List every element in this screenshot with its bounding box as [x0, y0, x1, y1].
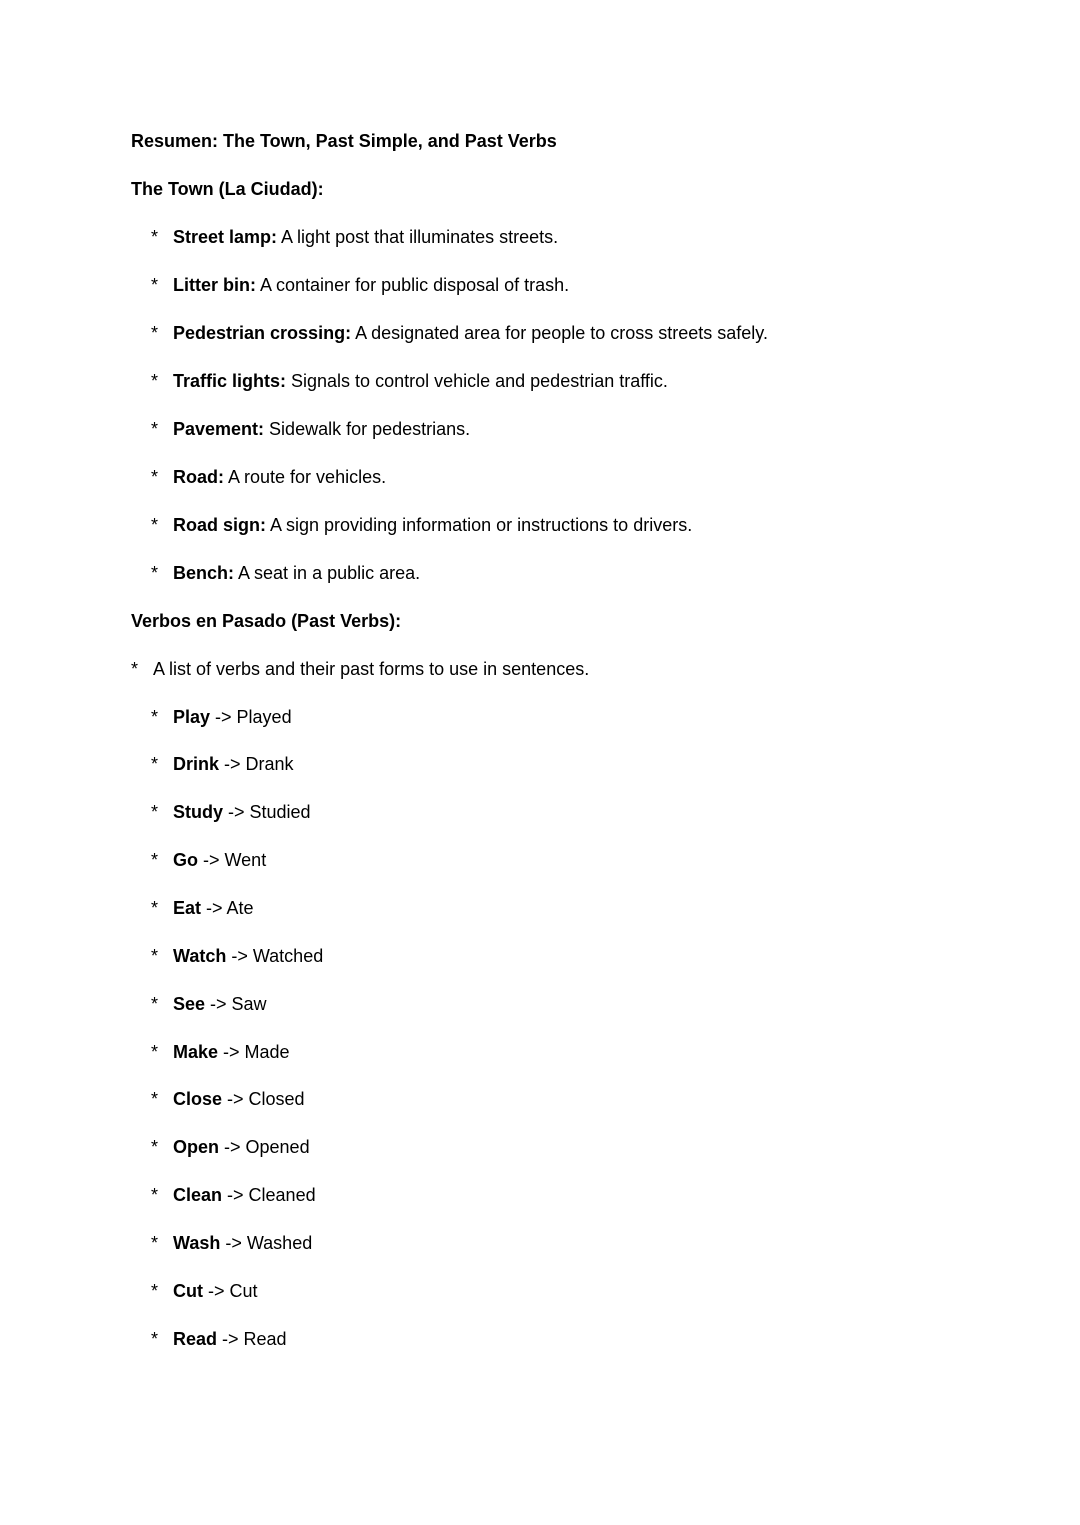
- town-item: [151, 562, 420, 584]
- town-item: [151, 226, 558, 248]
- verb-base: Play: [173, 707, 211, 727]
- town-item-definition: Signals to control vehicle and pedestrian traffic.: [286, 371, 668, 391]
- bullet-marker: *: [151, 754, 159, 774]
- bullet-marker: *: [151, 1233, 159, 1253]
- bullet-marker: *: [151, 994, 159, 1014]
- verb-past: -> Cleaned: [222, 1185, 316, 1205]
- bullet-marker: *: [151, 1042, 159, 1062]
- verb-item: [151, 706, 292, 728]
- town-item: [151, 466, 386, 488]
- bullet-marker: *: [151, 467, 159, 487]
- verb-item: [151, 1280, 258, 1302]
- verbs-intro: [131, 658, 589, 680]
- town-item: [151, 322, 768, 344]
- bullet-marker: *: [151, 1137, 159, 1157]
- bullet-marker: *: [151, 1089, 159, 1109]
- bullet-marker: *: [151, 371, 159, 391]
- town-item-term: Litter bin:: [173, 275, 256, 295]
- town-item: [151, 418, 470, 440]
- verb-item: [151, 801, 311, 823]
- verbs-intro-text: A list of verbs and their past forms to use in sentences.: [153, 659, 590, 679]
- verbs-heading: Verbos en Pasado (Past Verbs):: [131, 611, 402, 631]
- bullet-marker: *: [151, 323, 159, 343]
- verb-item: [151, 1088, 305, 1110]
- verb-past: -> Went: [198, 850, 267, 870]
- town-item-term: Street lamp:: [173, 227, 278, 247]
- verb-item: [151, 897, 254, 919]
- verb-past: -> Read: [217, 1329, 287, 1349]
- bullet-marker: *: [131, 659, 139, 679]
- verb-base: See: [173, 994, 206, 1014]
- town-item: [151, 370, 668, 392]
- town-item-term: Traffic lights:: [173, 371, 287, 391]
- town-item-term: Road:: [173, 467, 224, 487]
- verb-past: -> Washed: [220, 1233, 313, 1253]
- town-item-definition: A route for vehicles.: [224, 467, 387, 487]
- town-heading: The Town (La Ciudad):: [131, 179, 324, 199]
- town-item: [151, 274, 569, 296]
- verb-base: Read: [173, 1329, 218, 1349]
- bullet-marker: *: [151, 1329, 159, 1349]
- document-title: Resumen: The Town, Past Simple, and Past Verbs: [131, 131, 557, 151]
- verb-item: [151, 1184, 316, 1206]
- verb-base: Study: [173, 802, 224, 822]
- bullet-marker: *: [151, 515, 159, 535]
- verb-base: Cut: [173, 1281, 203, 1301]
- verb-item: [151, 1232, 312, 1254]
- verb-item: [151, 1136, 310, 1158]
- bullet-marker: *: [151, 898, 159, 918]
- verb-base: Eat: [173, 898, 202, 918]
- bullet-marker: *: [151, 1185, 159, 1205]
- bullet-marker: *: [151, 227, 159, 247]
- bullet-marker: *: [151, 419, 159, 439]
- verb-past: -> Watched: [226, 946, 324, 966]
- town-item-term: Pedestrian crossing:: [173, 323, 352, 343]
- bullet-marker: *: [151, 802, 159, 822]
- verb-base: Open: [173, 1137, 220, 1157]
- verb-item: [151, 753, 294, 775]
- verb-past: -> Ate: [201, 898, 254, 918]
- bullet-marker: *: [151, 946, 159, 966]
- verb-past: -> Cut: [203, 1281, 258, 1301]
- bullet-marker: *: [151, 707, 159, 727]
- town-item-term: Road sign:: [173, 515, 266, 535]
- town-item-term: Pavement:: [173, 419, 265, 439]
- verb-item: [151, 1328, 287, 1350]
- verb-base: Close: [173, 1089, 223, 1109]
- bullet-marker: *: [151, 850, 159, 870]
- town-item-definition: Sidewalk for pedestrians.: [264, 419, 471, 439]
- verb-past: -> Studied: [223, 802, 311, 822]
- town-item-definition: A light post that illuminates streets.: [277, 227, 559, 247]
- verb-item: [151, 849, 266, 871]
- verb-past: -> Saw: [205, 994, 267, 1014]
- verb-base: Watch: [173, 946, 227, 966]
- verb-item: [151, 993, 267, 1015]
- verb-base: Go: [173, 850, 198, 870]
- town-item-definition: A seat in a public area.: [234, 563, 421, 583]
- verb-item: [151, 1041, 290, 1063]
- verb-past: -> Opened: [219, 1137, 310, 1157]
- verb-past: -> Drank: [219, 754, 294, 774]
- verb-base: Make: [173, 1042, 219, 1062]
- verb-past: -> Made: [218, 1042, 290, 1062]
- verb-base: Drink: [173, 754, 220, 774]
- town-item: [151, 514, 692, 536]
- town-item-definition: A container for public disposal of trash.: [256, 275, 570, 295]
- bullet-marker: *: [151, 275, 159, 295]
- verb-base: Wash: [173, 1233, 221, 1253]
- bullet-marker: *: [151, 563, 159, 583]
- town-item-term: Bench:: [173, 563, 235, 583]
- verb-past: -> Played: [210, 707, 292, 727]
- town-item-definition: A sign providing information or instructions to drivers.: [266, 515, 693, 535]
- verb-past: -> Closed: [222, 1089, 305, 1109]
- bullet-marker: *: [151, 1281, 159, 1301]
- verb-item: [151, 945, 323, 967]
- town-item-definition: A designated area for people to cross streets safely.: [351, 323, 768, 343]
- verb-base: Clean: [173, 1185, 223, 1205]
